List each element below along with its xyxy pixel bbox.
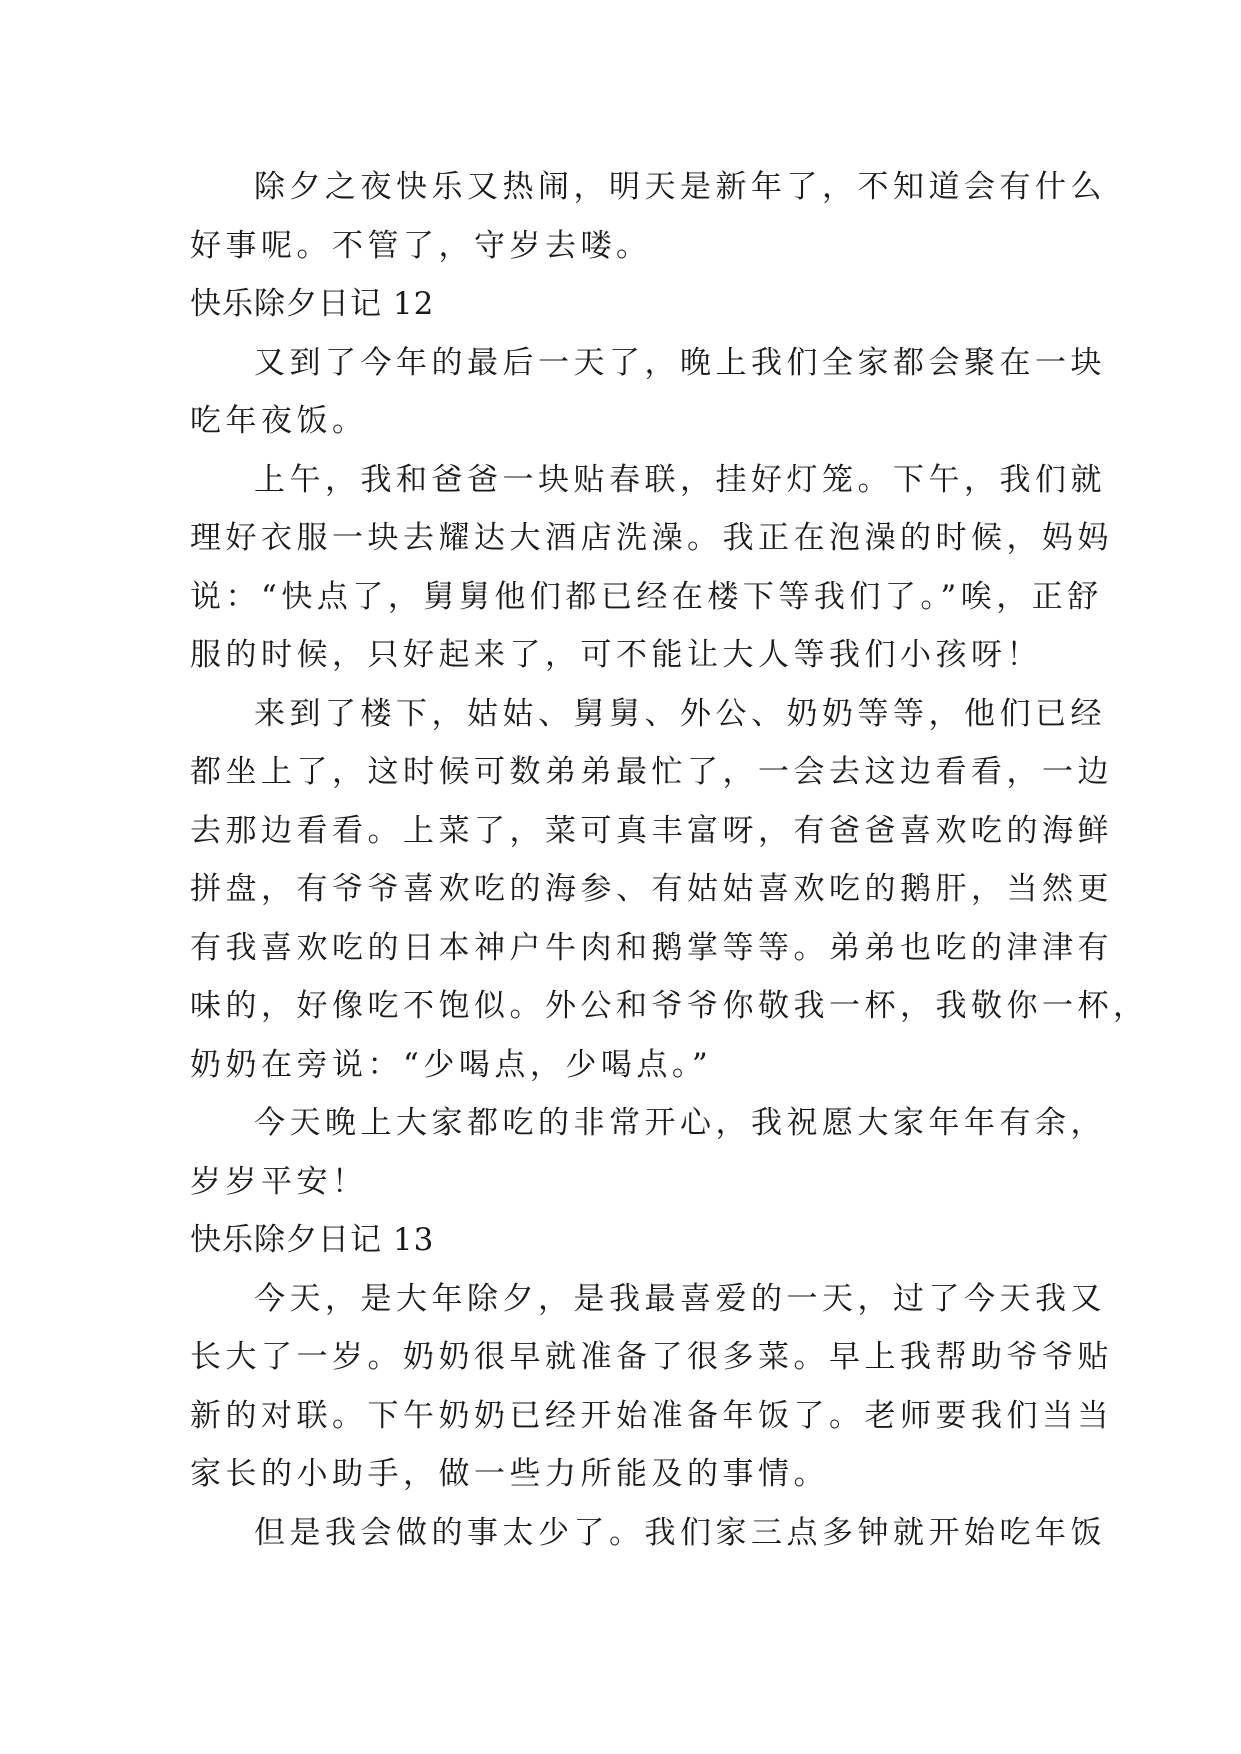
text-line: 上午，我和爸爸一块贴春联，挂好灯笼。下午，我们就: [254, 461, 1106, 498]
paragraph-4: [190, 685, 1149, 1095]
paragraph-5: [190, 1094, 1106, 1211]
text-line: 又到了今年的最后一天了，晚上我们全家都会聚在一块: [254, 344, 1106, 381]
text-line: 除夕之夜快乐又热闹，明天是新年了，不知道会有什么: [254, 169, 1106, 205]
paragraph-3: [190, 451, 1113, 685]
text-line: 今天，是大年除夕，是我最喜爱的一天，过了今天我又: [254, 1280, 1106, 1317]
text-line: 奶奶在旁说：“少喝点，少喝点。”: [190, 1046, 713, 1083]
text-line: 都坐上了，这时候可数弟弟最忙了，一会去这边看看，一边: [190, 754, 1113, 790]
text-line: 岁岁平安！: [190, 1163, 368, 1200]
text-line: 拼盘，有爷爷喜欢吃的海参、有姑姑喜欢吃的鹅肝，当然更: [190, 871, 1113, 907]
paragraph-1: [190, 158, 1106, 275]
text-line: 好事呢。不管了，守岁去喽。: [190, 227, 652, 264]
paragraph-7: [190, 1504, 1106, 1563]
document-page: [190, 158, 1149, 1562]
text-line: 有我喜欢吃的日本神户牛肉和鹅掌等等。弟弟也吃的津津有: [190, 929, 1113, 966]
paragraph-2: [190, 334, 1106, 451]
section-heading-12: 快乐除夕日记 12: [190, 286, 435, 322]
text-line: 来到了楼下，姑姑、舅舅、外公、奶奶等等，他们已经: [254, 695, 1106, 732]
text-line: 今天晚上大家都吃的非常开心，我祝愿大家年年有余，: [254, 1105, 1106, 1141]
section-heading-13: 快乐除夕日记 13: [190, 1222, 435, 1258]
text-line: 去那边看看。上菜了，菜可真丰富呀，有爸爸喜欢吃的海鲜: [190, 812, 1113, 849]
text-line: 吃年夜饭。: [190, 403, 368, 439]
text-line: 家长的小助手，做一些力所能及的事情。: [190, 1456, 829, 1492]
text-line: 说：“快点了，舅舅他们都已经在楼下等我们了。”唉，正舒: [190, 578, 1103, 615]
text-line: 理好衣服一块去耀达大酒店洗澡。我正在泡澡的时候，妈妈: [190, 520, 1113, 556]
text-line: 长大了一岁。奶奶很早就准备了很多菜。早上我帮助爷爷贴: [190, 1339, 1113, 1375]
text-line: 但是我会做的事太少了。我们家三点多钟就开始吃年饭: [254, 1514, 1106, 1551]
text-line: 味的，好像吃不饱似。外公和爷爷你敬我一杯，我敬你一杯，: [190, 988, 1149, 1024]
paragraph-6: [190, 1270, 1113, 1504]
text-line: 新的对联。下午奶奶已经开始准备年饭了。老师要我们当当: [190, 1397, 1113, 1434]
text-line: 服的时候，只好起来了，可不能让大人等我们小孩呀！: [190, 637, 1042, 673]
